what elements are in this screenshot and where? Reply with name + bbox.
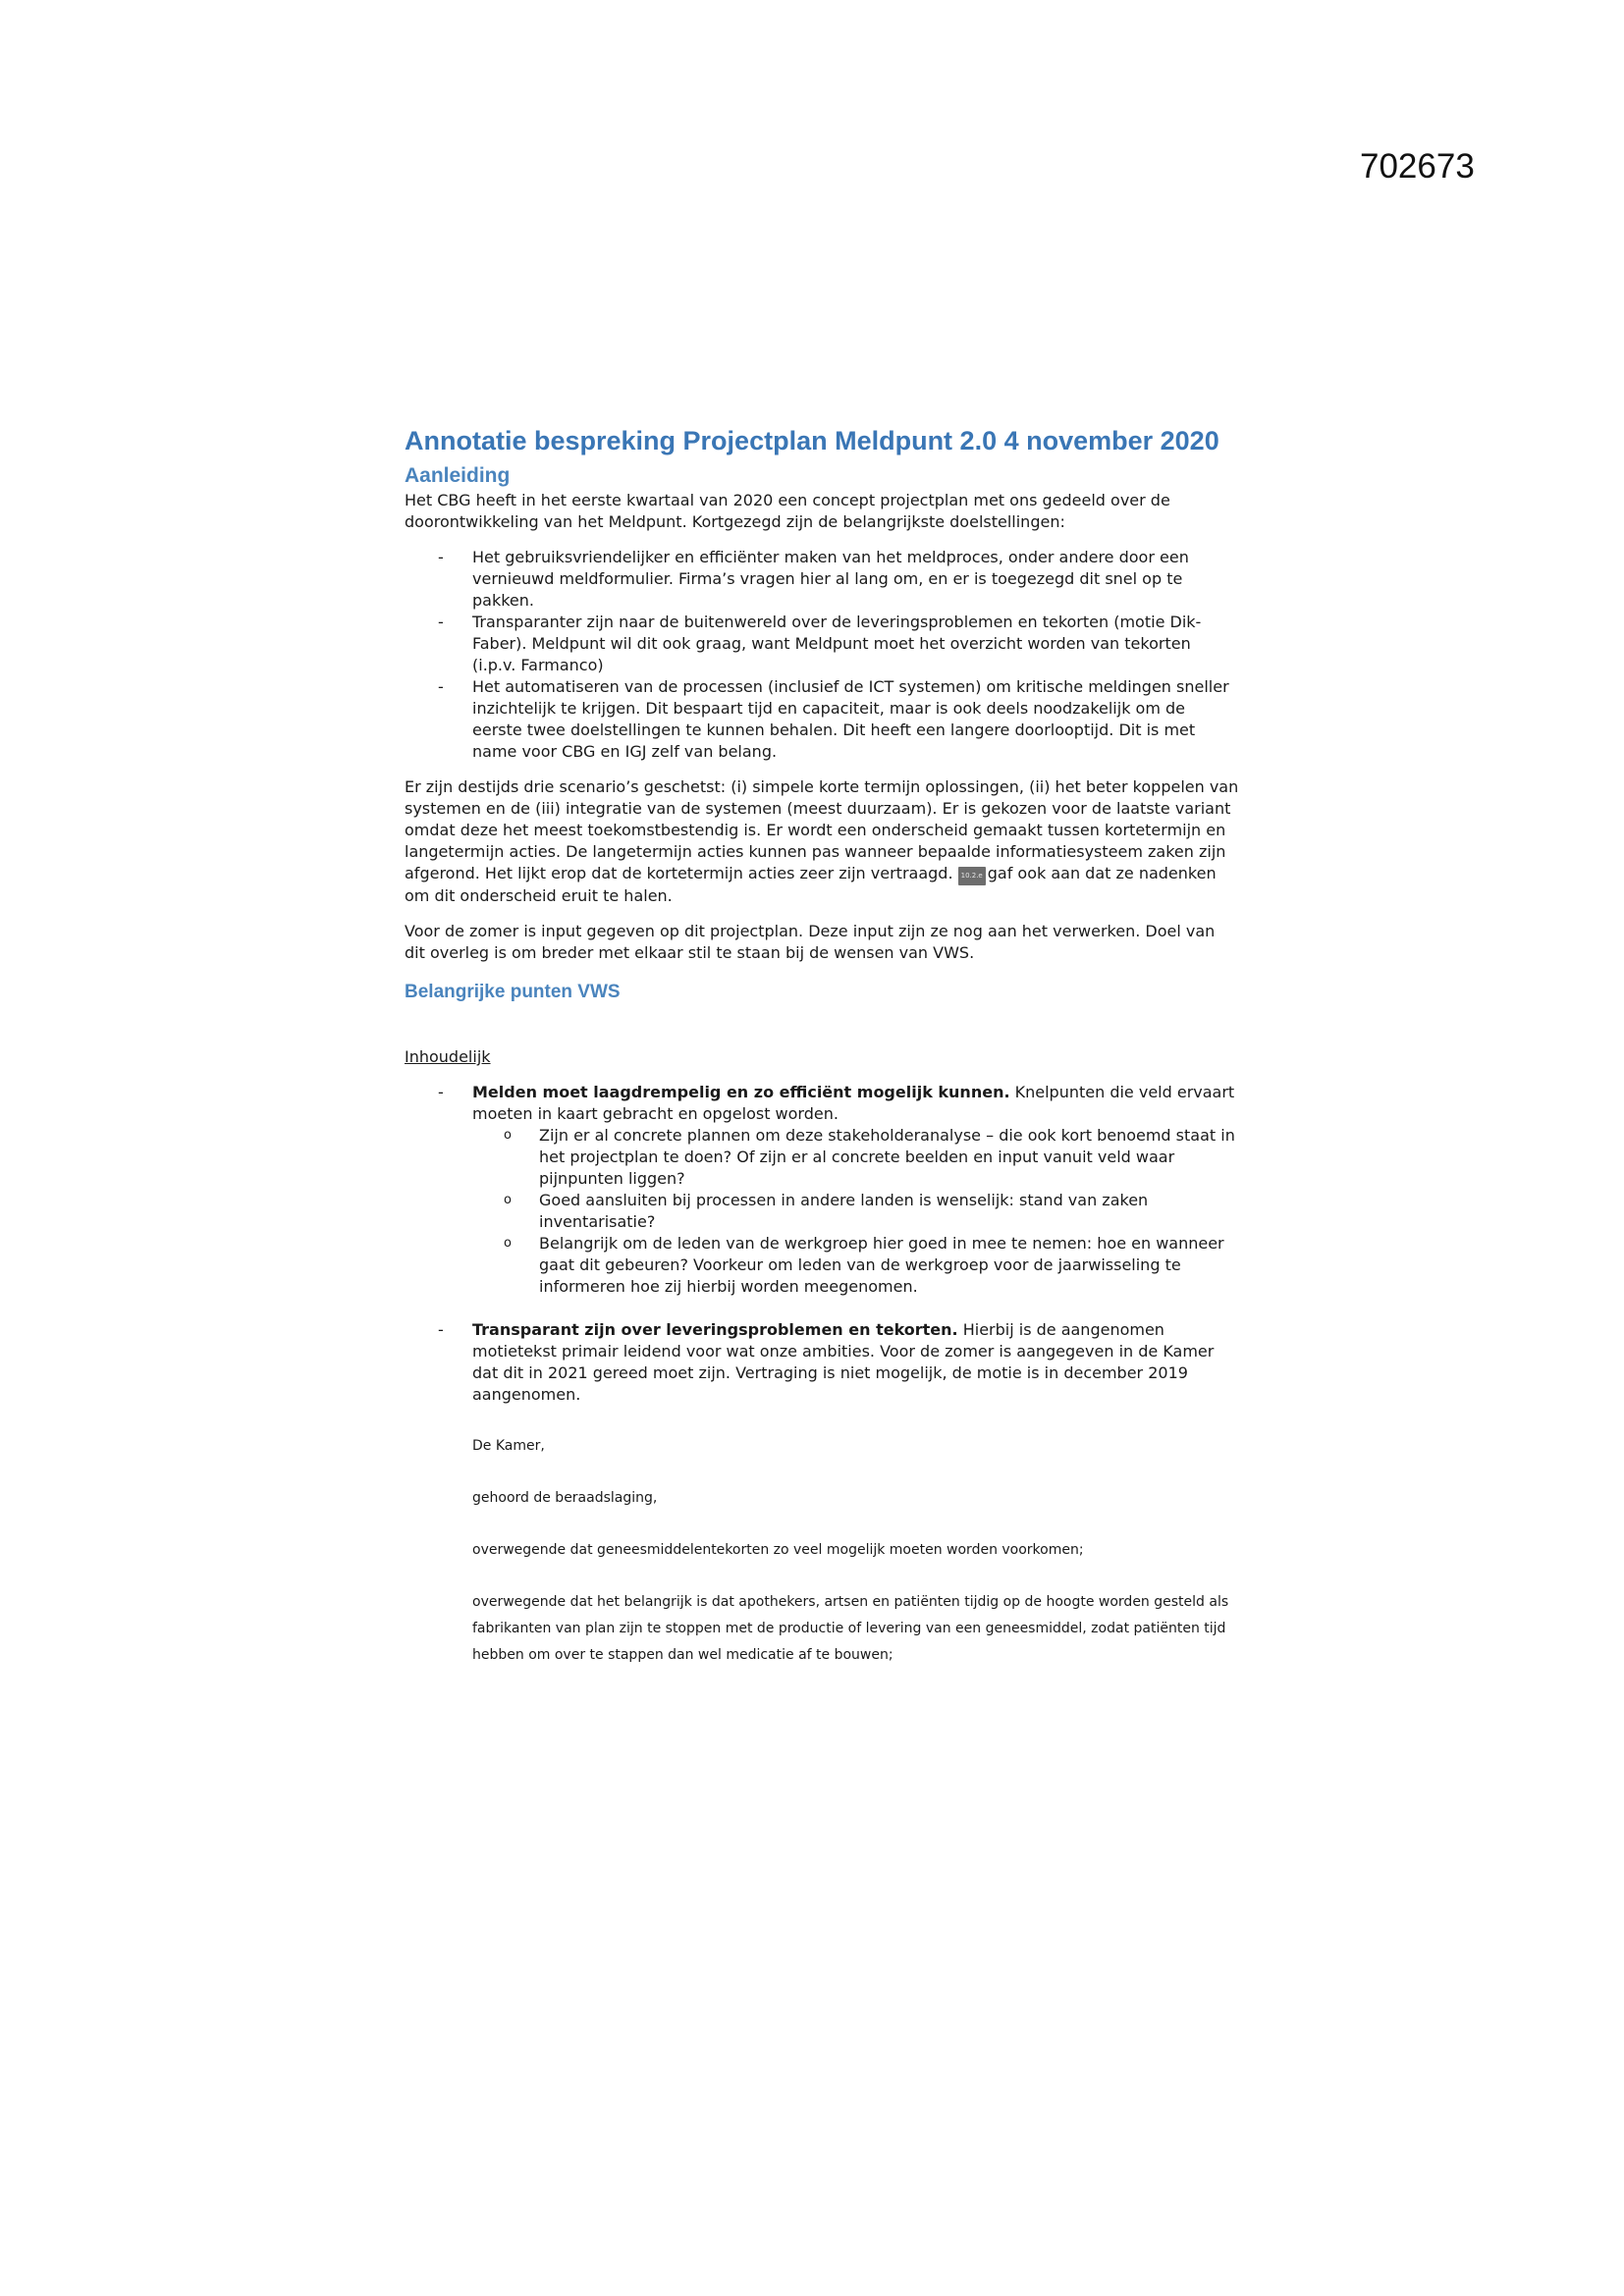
scenarios-paragraph: Er zijn destijds drie scenario’s geschetst: (i) simpele korte termijn oplossingen, (ii) het beter koppelen van systemen en de (iii) integratie van de systemen (meest duurzaam). Er is gekozen voor de laatste variant omdat deze het meest toekomstbestendig is. Er wordt een onderscheid gemaakt tussen kortetermijn en langetermijn acties. De langetermijn acties kunnen pas wanneer bepaalde informatiesysteem zaken zijn afgerond. Het lijkt erop dat de kortetermijn acties zeer zijn vertraagd. 10.2.e gaf ook aan dat ze nadenken om dit onderscheid eruit te halen. [405,777,1239,905]
motion-heard: gehoord de beraadslaging, [472,1490,658,1506]
circle-bullet: o [504,1236,512,1251]
points-list [405,1082,1239,1406]
list-item: o Belangrijk om de leden van de werkgroep hier goed in mee te nemen: hoe en wanneer gaat dit gebeuren? Voorkeur om leden van de werkgroep voor de jaarwisseling te informeren hoe zij hierbij worden meegenomen. [504,1234,1224,1296]
dash-bullet: - [438,1320,444,1339]
motion-consideration-2: overwegende dat het belangrijk is dat apothekers, artsen en patiënten tijdig op de hoogte worden gesteld als fabrikanten van plan zijn te stoppen met de productie of levering van een geneesmiddel, zodat patiënten tijd hebben om over te stappen dan wel medicatie af te bouwen; [472,1594,1229,1663]
circle-bullet: o [504,1193,512,1207]
circle-bullet: o [504,1128,512,1143]
motion-opening: De Kamer, [472,1438,545,1454]
document-body [405,424,1239,1669]
sub-points-list [472,1125,1239,1298]
subheading-inhoudelijk: Inhoudelijk [405,1047,491,1066]
dash-bullet: - [438,548,444,566]
goals-list [405,547,1239,763]
document-number: 702673 [1360,147,1475,186]
redaction-mark: 10.2.e [958,867,986,885]
motion-consideration-1: overwegende dat geneesmiddelentekorten zo veel mogelijk moeten worden voorkomen; [472,1542,1084,1558]
list-item: - Transparanter zijn naar de buitenwereld over de leveringsproblemen en tekorten (motie Dik-Faber). Meldpunt wil dit ook graag, want Meldpunt moet het overzicht worden van tekorten (i.p.v. Farmanco) [438,613,1202,674]
list-item: o Zijn er al concrete plannen om deze stakeholderanalyse – die ook kort benoemd staat in het projectplan te doen? Of zijn er al concrete beelden en input vanuit veld waar pijnpunten liggen? [504,1126,1235,1188]
dash-bullet: - [438,613,444,631]
input-paragraph: Voor de zomer is input gegeven op dit projectplan. Deze input zijn ze nog aan het verwerken. Doel van dit overleg is om breder met elkaar stil te staan bij de wensen van VWS. [405,922,1216,962]
section-heading-aanleiding: Aanleiding [405,464,511,487]
section-heading-belangrijke-punten: Belangrijke punten VWS [405,982,621,1002]
list-item: - Het gebruiksvriendelijker en efficiënter maken van het meldproces, onder andere door een vernieuwd meldformulier. Firma’s vragen hier al lang om, en er is toegezegd dit snel op te pakken. [438,548,1189,610]
dash-bullet: - [438,1083,444,1101]
list-item: - Het automatiseren van de processen (inclusief de ICT systemen) om kritische meldingen sneller inzichtelijk te krijgen. Dit bespaart tijd en capaciteit, maar is ook deels noodzakelijk om de eerste twee doelstellingen te kunnen behalen. Dit heeft een langere doorlooptijd. Dit is met name voor CBG en IGJ zelf van belang. [438,677,1229,761]
intro-paragraph: Het CBG heeft in het eerste kwartaal van 2020 een concept projectplan met ons gedeeld over de doorontwikkeling van het Meldpunt. Kortgezegd zijn de belangrijkste doelstellingen: [405,491,1170,531]
document-title: Annotatie bespreking Projectplan Meldpunt 2.0 4 november 2020 [405,426,1219,455]
list-item: - Melden moet laagdrempelig en zo efficiënt mogelijk kunnen. Knelpunten die veld ervaart moeten in kaart gebracht en opgelost worden. o Zijn er al concrete plannen om deze stakeholderanalyse – die ook kort benoemd staat in het projectplan te doen? Of zijn er al concrete beelden en input vanuit veld waar pijnpunten liggen? o Goed aansluiten bij processen in andere landen is wenselijk: stand van zaken inventarisatie? o Belangrijk om de leden van de werkgroep hier goed in mee te nemen: hoe en wanneer gaat dit gebeuren? Voorkeur om leden van de werkgroep voor de jaarwisseling te informeren hoe zij hierbij worden meegenomen. [405,1082,1239,1298]
list-item: - Transparant zijn over leveringsproblemen en tekorten. Hierbij is de aangenomen motietekst primair leidend voor wat onze ambities. Voor de zomer is aangegeven in de Kamer dat dit in 2021 gereed moet zijn. Vertraging is niet mogelijk, de motie is in december 2019 aangenomen. [438,1320,1215,1404]
dash-bullet: - [438,677,444,696]
motion-quote [405,1433,1239,1669]
list-item: o Goed aansluiten bij processen in andere landen is wenselijk: stand van zaken inventarisatie? [504,1191,1149,1231]
